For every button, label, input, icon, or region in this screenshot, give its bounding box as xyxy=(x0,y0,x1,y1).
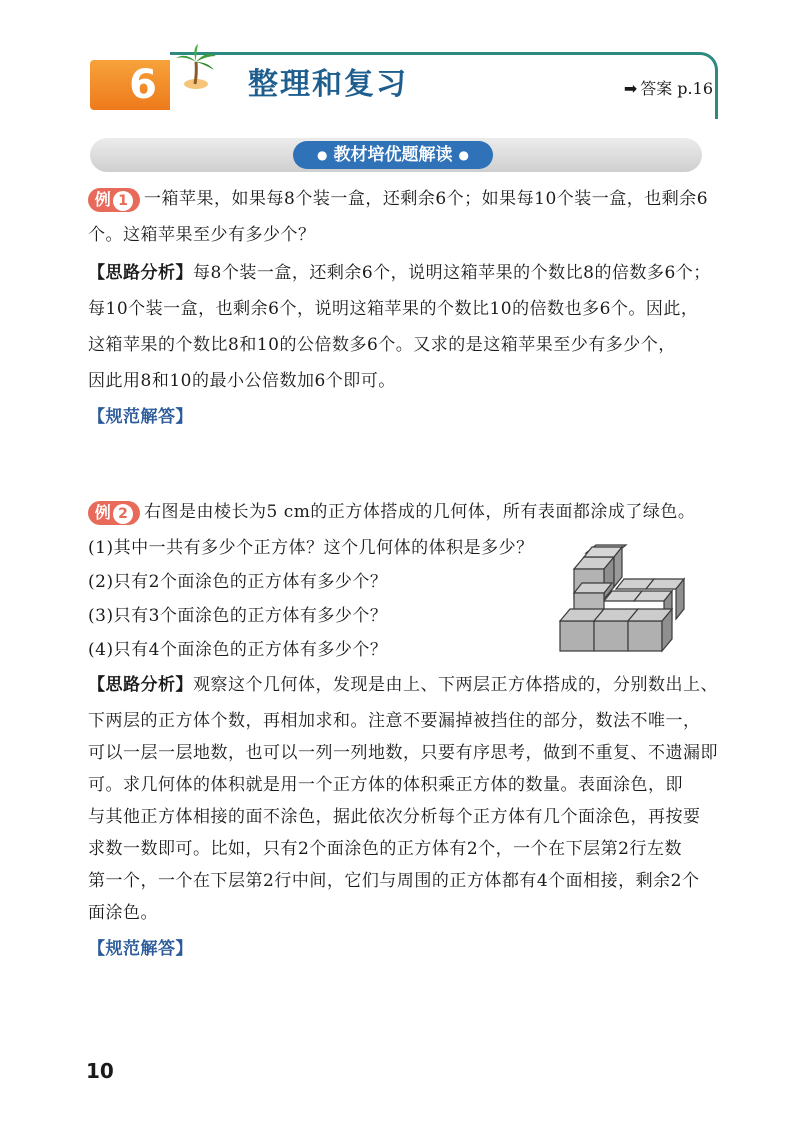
answer-label: 【规范解答】 xyxy=(88,407,193,427)
analysis-line: 下两层的正方体个数，再相加求和。注意不要漏掉被挡住的部分，数法不唯一， xyxy=(88,711,701,731)
example-1-line-2: 个。这箱苹果至少有多少个？ xyxy=(88,225,316,245)
question-4: (4)只有4个面涂色的正方体有多少个？ xyxy=(88,640,388,660)
chapter-number: 6 xyxy=(129,62,157,108)
page-number: 10 xyxy=(86,1059,114,1083)
analysis-text: 每8个装一盒，还剩余6个，说明这箱苹果的个数比8的倍数多6个； xyxy=(193,263,711,283)
example-text: 一箱苹果，如果每8个装一盒，还剩余6个；如果每10个装一盒，也剩余6 xyxy=(144,189,709,209)
analysis-line: 面涂色。 xyxy=(88,903,158,923)
bullet-dot-icon: ● xyxy=(317,148,328,162)
example-1-line-1 xyxy=(88,184,718,214)
example-badge-number: 1 xyxy=(113,191,133,211)
question-3: (3)只有3个面涂色的正方体有多少个？ xyxy=(88,606,388,626)
example-badge-number: 2 xyxy=(113,504,133,524)
cube-solid-figure xyxy=(556,543,694,653)
analysis-line: 与其他正方体相接的面不涂色，据此依次分析每个正方体有几个面涂色，再按要 xyxy=(88,807,701,827)
example-text: 右图是由棱长为5 cm的正方体搭成的几何体，所有表面都涂成了绿色。 xyxy=(144,502,696,522)
answer-reference-text: 答案 p.16 xyxy=(640,79,713,98)
section-title: 教材培优题解读 xyxy=(333,145,453,165)
analysis-line: 第一个，一个在下层第2行中间，它们与周围的正方体都有4个面相接，剩余2个 xyxy=(88,871,700,891)
bullet-dot-icon: ● xyxy=(458,148,469,162)
example-2-line-1 xyxy=(88,497,718,527)
analysis-label: 【思路分析】 xyxy=(88,675,193,695)
example-badge xyxy=(88,188,140,212)
example-badge xyxy=(88,501,140,525)
question-1: (1)其中一共有多少个正方体？这个几何体的体积是多少？ xyxy=(88,538,534,558)
chapter-header xyxy=(0,0,800,120)
analysis-text: 观察这个几何体，发现是由上、下两层正方体搭成的，分别数出上、 xyxy=(193,675,718,695)
analysis-line: 因此用8和10的最小公倍数加6个即可。 xyxy=(88,371,396,391)
right-arrow-icon: ➡ xyxy=(623,79,638,98)
analysis-line xyxy=(88,258,718,288)
analysis-line xyxy=(88,670,718,700)
answer-reference xyxy=(603,76,713,102)
question-2: (2)只有2个面涂色的正方体有多少个？ xyxy=(88,572,388,592)
analysis-line: 这箱苹果的个数比8和10的公倍数多6个。又求的是这箱苹果至少有多少个， xyxy=(88,335,676,355)
analysis-line: 可以一层一层地数，也可以一列一列地数，只要有序思考，做到不重复、不遗漏即 xyxy=(88,743,718,763)
example-badge-label: 例 xyxy=(94,503,112,522)
analysis-line: 每10个装一盒，也剩余6个，说明这箱苹果的个数比10的倍数也多6个。因此， xyxy=(88,299,699,319)
section-title-pill xyxy=(293,141,493,169)
answer-label: 【规范解答】 xyxy=(88,939,193,959)
analysis-label: 【思路分析】 xyxy=(88,263,193,283)
analysis-line: 求数一数即可。比如，只有2个面涂色的正方体有2个，一个在下层第2行左数 xyxy=(88,839,682,859)
palm-tree-icon xyxy=(172,44,220,92)
example-badge-label: 例 xyxy=(94,190,112,209)
chapter-title: 整理和复习 xyxy=(248,67,408,102)
analysis-line: 可。求几何体的体积就是用一个正方体的体积乘正方体的数量。表面涂色，即 xyxy=(88,775,683,795)
